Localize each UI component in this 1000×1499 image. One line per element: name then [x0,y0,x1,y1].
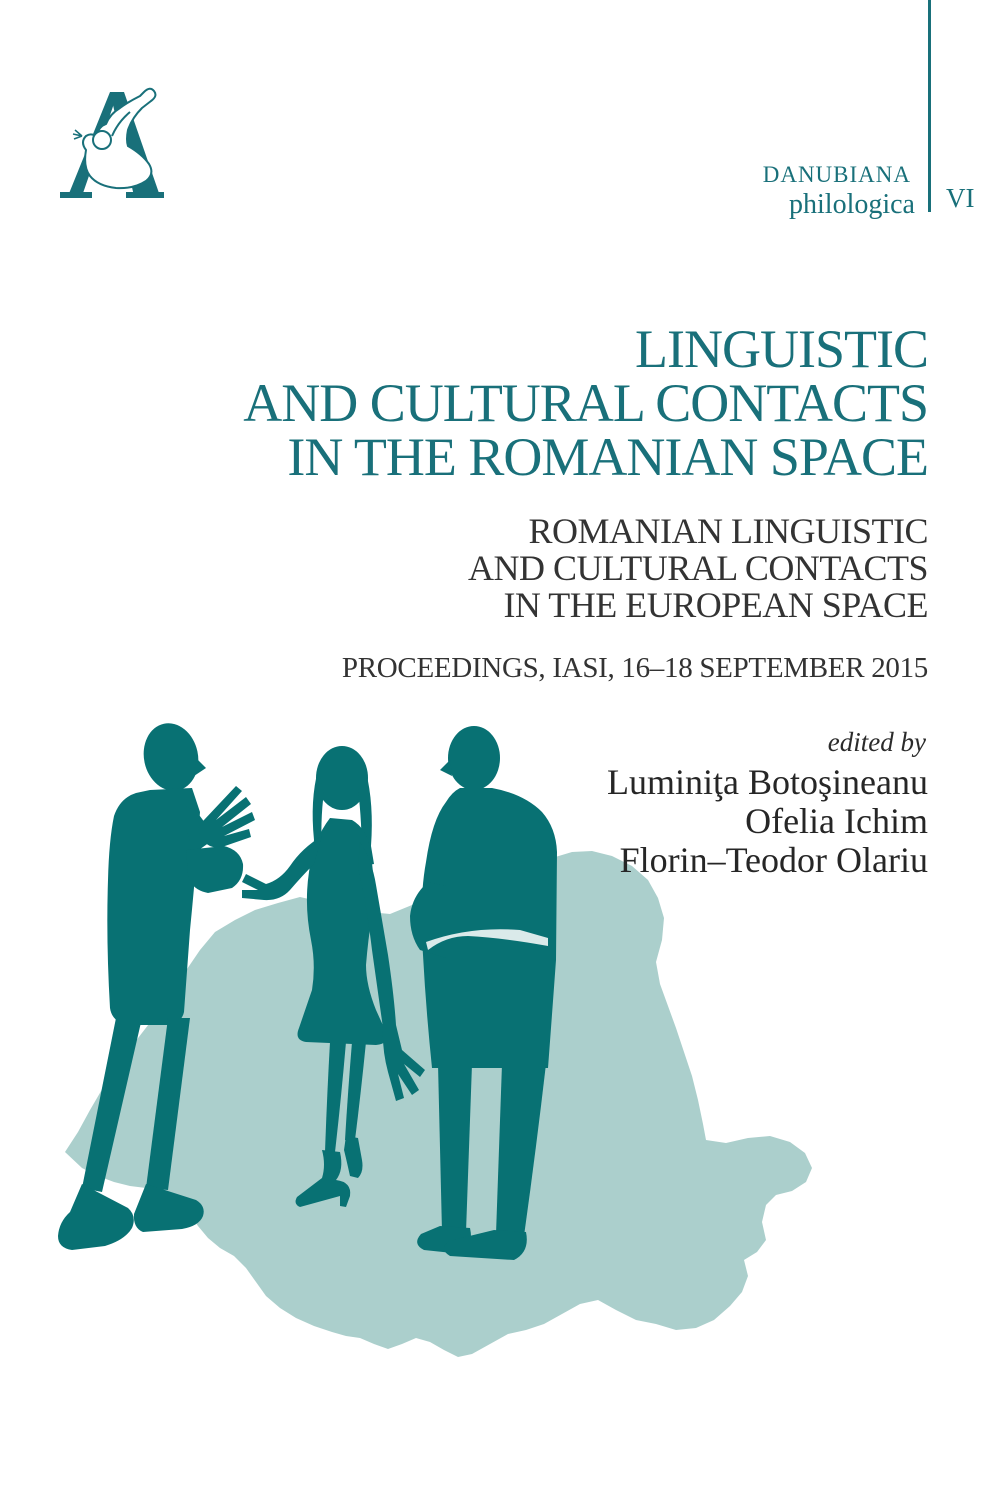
subtitle-line-3: IN THE EUROPEAN SPACE [503,585,928,625]
series-name: DANUBIANA [762,162,911,187]
main-title-line-2: AND CULTURAL CONTACTS [243,373,928,433]
subtitle-line-1: ROMANIAN LINGUISTIC [528,511,928,551]
editor-name-1: Luminiţa Botoşineanu [607,762,928,802]
editor-name-2: Ofelia Ichim [745,801,928,841]
main-title-line-3: IN THE ROMANIAN SPACE [287,427,928,487]
series-subname: philologica [789,189,915,220]
edited-by-label: edited by [827,727,926,757]
editor-name-3: Florin–Teodor Olariu [619,840,928,880]
series-divider-rule [928,0,931,212]
main-title [243,319,928,487]
series-volume-number: VI [946,183,975,213]
subtitle [468,513,928,624]
editor-names [607,763,928,880]
subtitle-line-2: AND CULTURAL CONTACTS [468,548,928,588]
proceedings-line: PROCEEDINGS, IASI, 16–18 SEPTEMBER 2015 [341,652,928,684]
main-title-line-1: LINGUISTIC [635,319,928,379]
aracne-logo [52,84,168,206]
